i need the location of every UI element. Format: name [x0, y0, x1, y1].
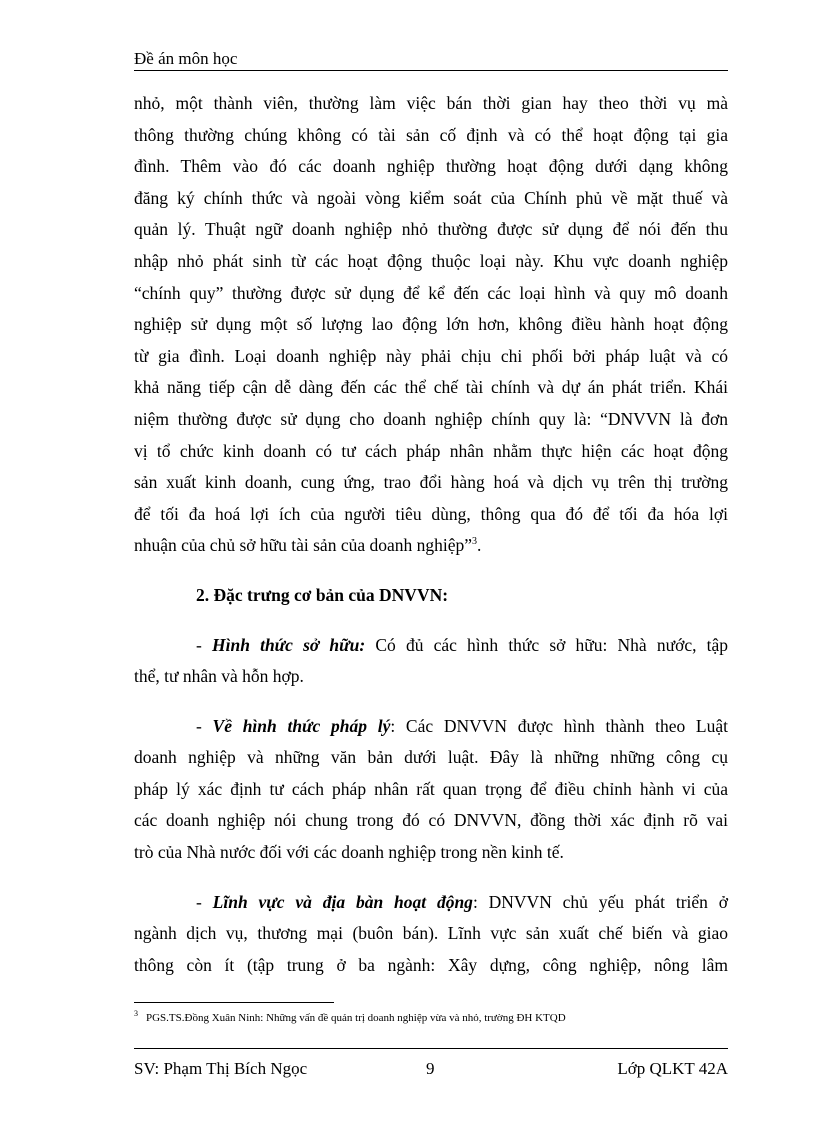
text-line: từ gia đình. Loại doanh nghiệp này phải chịu chi phối bởi pháp luật và có — [134, 345, 728, 366]
text-line: vị tổ chức kinh doanh có tư cách pháp nhân nhằm thực hiện các hoạt động — [134, 440, 728, 461]
text-line: đăng ký chính thức và ngoài vòng kiểm soát của Chính phủ về mặt thuế và — [134, 187, 728, 208]
text-line: trò của Nhà nước đối với các doanh nghiệp trong nền kinh tế. — [134, 842, 564, 863]
item-legal-form — [134, 711, 728, 869]
page-header — [134, 48, 728, 71]
footnote-text: PGS.TS.Đồng Xuân Ninh: Những vấn đề quản trị doanh nghiệp vừa và nhỏ, trường ĐH KTQD — [146, 1012, 566, 1024]
text-line — [134, 630, 728, 662]
page-body — [134, 88, 728, 981]
footnote-reference: 3 — [472, 536, 478, 548]
page-footer — [134, 1048, 728, 1077]
bullet-dash: - — [196, 715, 213, 736]
class-name: Lớp QLKT 42A — [617, 1059, 728, 1078]
item-label: Lĩnh vực và địa bàn hoạt động — [212, 891, 473, 912]
text-fragment: nhuận của chủ sở hữu tài sản của doanh nghiệp” — [134, 535, 473, 556]
text-line: các doanh nghiệp nói chung trong đó có DNVVN, đồng thời xác định rõ vai — [134, 810, 728, 831]
section-heading: 2. Đặc trưng cơ bản của DNVVN: — [196, 584, 449, 605]
text-fragment: : Các DNVVN được hình thành theo Luật — [390, 715, 728, 736]
text-line: thông thường chúng không có tài sản cố định và có thể hoạt động tại gia — [134, 124, 728, 145]
student-name: SV: Phạm Thị Bích Ngọc — [134, 1059, 308, 1078]
text-line: nhập nhỏ phát sinh từ các hoạt động thuộc loại này. Khu vực doanh nghiệp — [134, 250, 728, 271]
text-line: sản xuất kinh doanh, cung ứng, trao đổi hàng hoá và dịch vụ trên thị trường — [134, 472, 728, 493]
text-line: để tối đa hoá lợi ích của người tiêu dùng, thông qua đó để tối đa hóa lợi — [134, 503, 728, 524]
text-line: nhỏ, một thành viên, thường làm việc bán thời gian hay theo thời vụ mà — [134, 93, 728, 113]
bullet-dash: - — [196, 891, 213, 912]
text-line — [134, 530, 728, 562]
text-line: ngành dịch vụ, thương mại (buôn bán). Lĩnh vực sản xuất chế biến và giao — [134, 923, 728, 944]
paragraph-definition — [134, 88, 728, 562]
bullet-dash: - — [196, 634, 212, 655]
text-line — [134, 711, 728, 743]
text-line: khả năng tiếp cận dễ dàng đến các thể chế tài chính và dự án phát triển. Khái — [134, 377, 728, 398]
item-ownership — [134, 630, 728, 693]
footnote — [134, 1009, 566, 1024]
footnote-mark: 3 — [134, 1009, 138, 1019]
text-line: doanh nghiệp và những văn bản dưới luật. Đây là những những công cụ — [134, 747, 728, 768]
text-line: đình. Thêm vào đó các doanh nghiệp thường hoạt động dưới dạng không — [134, 156, 728, 177]
text-fragment: : DNVVN chủ yếu phát triển ở — [472, 891, 729, 912]
footnote-divider — [134, 1002, 334, 1003]
text-line: niệm thường được sử dụng cho doanh nghiệp chính quy là: “DNVVN là đơn — [134, 408, 728, 429]
text-line: thông còn ít (tập trung ở ba ngành: Xây dựng, công nghiệp, nông lâm — [134, 954, 728, 975]
text-line: “chính quy” thường được sử dụng để kể đến các loại hình và quy mô doanh — [134, 282, 728, 303]
text-line: quản lý. Thuật ngữ doanh nghiệp nhỏ thường được sử dụng để nói đến thu — [134, 219, 728, 240]
item-label: Về hình thức pháp lý — [212, 715, 391, 736]
text-line: thể, tư nhân và hỗn hợp. — [134, 666, 304, 687]
item-label: Hình thức sở hữu: — [211, 634, 366, 655]
document-title: Đề án môn học — [134, 49, 238, 68]
page-number: 9 — [426, 1059, 435, 1078]
text-line: nghiệp sử dụng một số lượng lao động lớn hơn, không điều hành hoạt động — [134, 314, 728, 335]
item-field-location — [134, 887, 728, 982]
text-line: pháp lý xác định tư cách pháp nhân rất quan trọng để điều chỉnh hành vi của — [134, 778, 728, 799]
text-fragment: Có đủ các hình thức sở hữu: Nhà nước, tập — [365, 634, 729, 655]
text-line — [134, 887, 728, 919]
text-fragment: . — [477, 535, 482, 556]
